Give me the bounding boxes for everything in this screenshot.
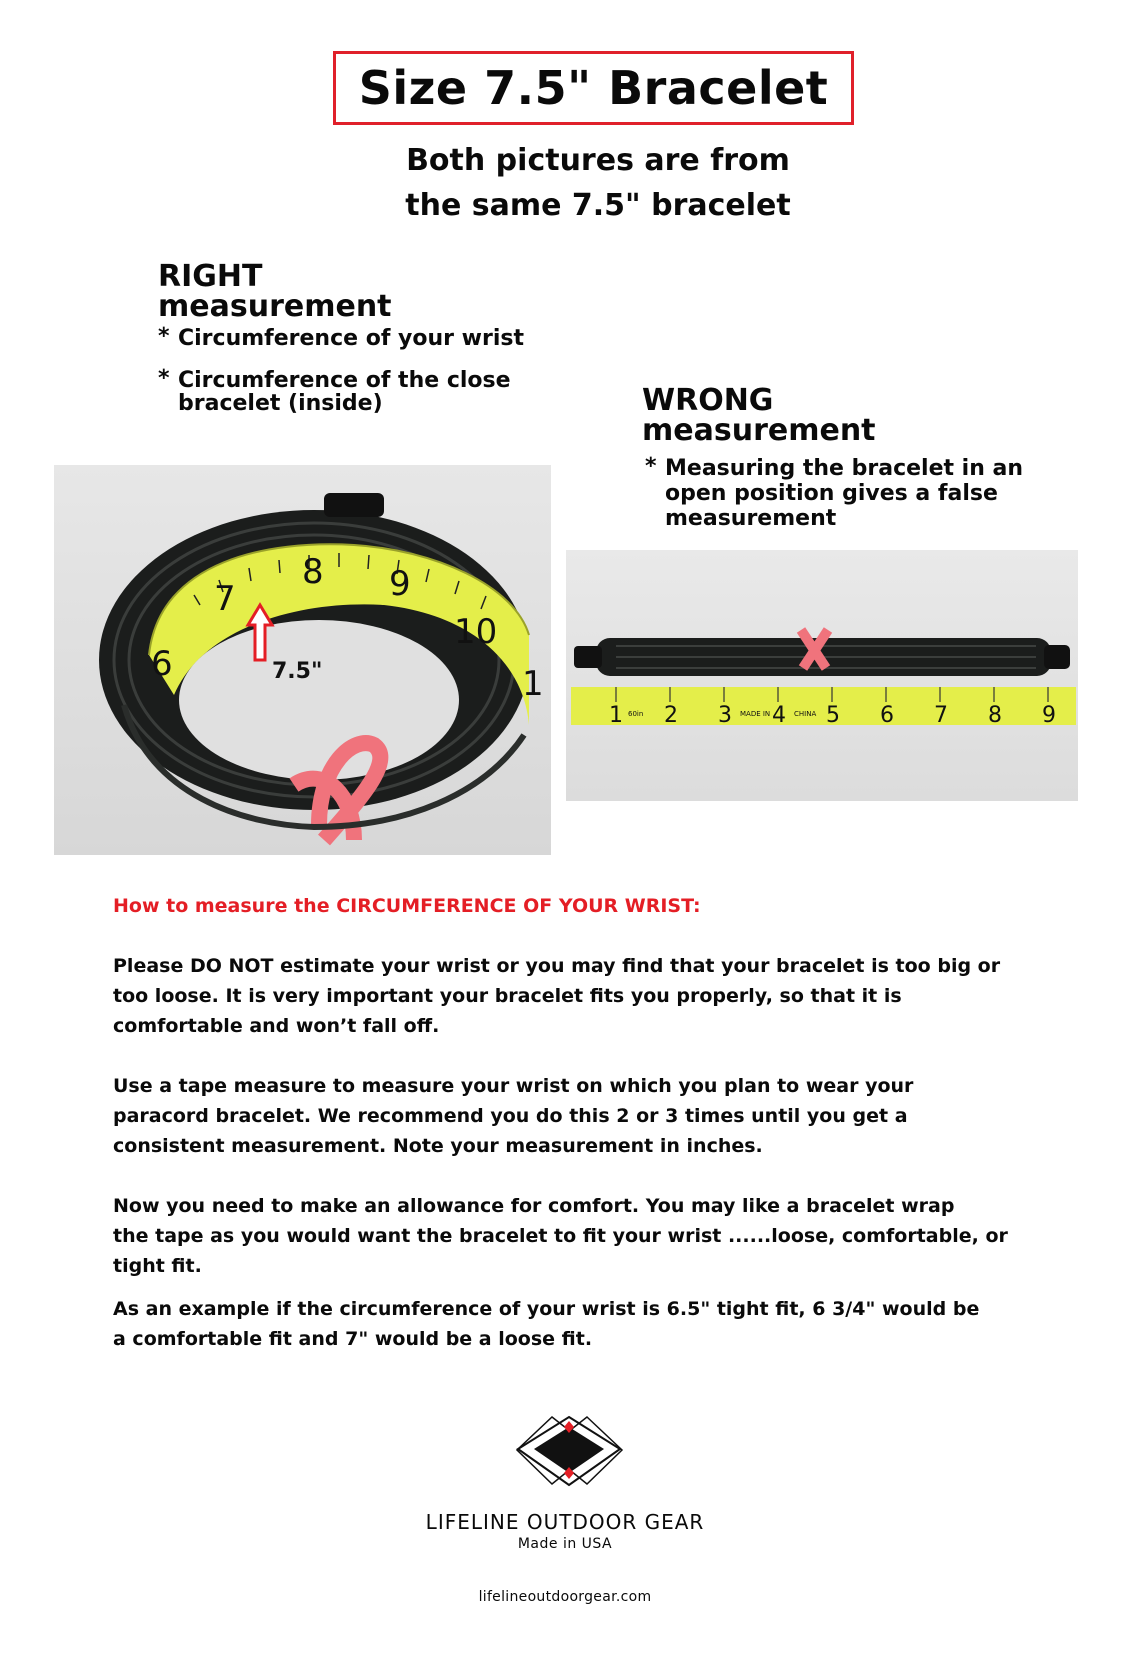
- bullet-asterisk: *: [158, 324, 170, 349]
- tape-number: 7: [934, 703, 948, 728]
- wrong-bullet-line-3: measurement: [665, 506, 837, 531]
- bullet-asterisk: *: [645, 454, 657, 479]
- right-bullet-1-text: Circumference of your wrist: [178, 326, 525, 351]
- brand-name: LIFELINE OUTDOOR GEAR: [425, 1510, 705, 1534]
- tape-number: 4: [772, 703, 786, 728]
- tape-number: 5: [826, 703, 840, 728]
- paragraph-estimate-warning: [113, 951, 1078, 1041]
- paragraph-line: As an example if the circumference of your wrist is 6.5" tight fit, 6 3/4" would be: [113, 1298, 980, 1320]
- right-measurement-heading: [158, 259, 392, 324]
- tape-number: 8: [988, 703, 1002, 728]
- paragraph-line: Now you need to make an allowance for comfort. You may like a bracelet wrap: [113, 1195, 955, 1217]
- tape-number: 6: [151, 644, 173, 684]
- paragraph-line: Use a tape measure to measure your wrist on which you plan to wear your: [113, 1075, 914, 1097]
- paragraph-line: a comfortable fit and 7" would be a loose fit.: [113, 1328, 593, 1350]
- wrong-measurement-list: [645, 456, 1085, 531]
- tape-number: 8: [302, 552, 324, 592]
- tape-number: 9: [389, 564, 411, 604]
- right-bullet-1: [158, 324, 525, 351]
- wrong-heading-word: WRONG: [642, 383, 774, 418]
- paragraph-line: too loose. It is very important your bracelet fits you properly, so that it is: [113, 985, 902, 1007]
- subtitle-line-1: Both pictures are from: [406, 143, 790, 178]
- open-bracelet-photo: [566, 550, 1078, 801]
- paragraph-example: [113, 1294, 1078, 1354]
- measurement-label: 7.5": [272, 659, 323, 684]
- page-title: Size 7.5" Bracelet: [358, 61, 829, 115]
- paragraph-line: paracord bracelet. We recommend you do this 2 or 3 times until you get a: [113, 1105, 908, 1127]
- website-url: lifelineoutdoorgear.com: [478, 1589, 652, 1605]
- tape-number: 3: [718, 703, 732, 728]
- subtitle: [333, 138, 863, 228]
- right-bullet-2-text-line-2: bracelet (inside): [178, 391, 383, 416]
- title-box: [333, 51, 854, 125]
- tape-number: 7: [214, 579, 236, 619]
- lifeline-logo-icon: [512, 1409, 627, 1498]
- tape-number: 10: [454, 612, 498, 652]
- right-measurement-list: [158, 324, 525, 416]
- paragraph-line: tight fit.: [113, 1255, 202, 1277]
- subtitle-line-2: the same 7.5" bracelet: [405, 188, 791, 223]
- tape-number: 1: [522, 664, 544, 704]
- tape-number: 9: [1042, 703, 1056, 728]
- tape-number: 6: [880, 703, 894, 728]
- closed-bracelet-photo: [54, 465, 551, 855]
- paragraph-allowance: [113, 1191, 1078, 1281]
- wrong-heading-measurement: measurement: [642, 413, 876, 448]
- right-heading-measurement: measurement: [158, 289, 392, 324]
- brand-tagline: Made in USA: [517, 1536, 613, 1552]
- paragraph-line: consistent measurement. Note your measurement in inches.: [113, 1135, 763, 1157]
- right-heading-word: RIGHT: [158, 259, 263, 294]
- tape-number: 1: [609, 703, 623, 728]
- tape-number: 2: [664, 703, 678, 728]
- tape-small-label: 60in: [628, 710, 644, 718]
- wrong-bullet: [645, 456, 1085, 531]
- wrong-bullet-line-1: Measuring the bracelet in an: [665, 456, 1024, 481]
- wrong-measurement-heading: [642, 383, 876, 448]
- wrong-bullet-line-2: open position gives a false: [665, 481, 998, 506]
- right-bullet-2-text-line-1: Circumference of the close: [178, 368, 511, 393]
- right-bullet-2: [158, 366, 524, 416]
- paragraph-use-tape: [113, 1071, 1078, 1161]
- paragraph-line: comfortable and won’t fall off.: [113, 1015, 440, 1037]
- tape-small-label: MADE IN: [740, 710, 771, 718]
- tape-small-label: CHINA: [794, 710, 817, 718]
- paragraph-line: Please DO NOT estimate your wrist or you may find that your bracelet is too big or: [113, 955, 1001, 977]
- bullet-asterisk: *: [158, 366, 170, 391]
- paragraph-line: the tape as you would want the bracelet to fit your wrist ......loose, comfortable, or: [113, 1225, 1008, 1247]
- how-to-title: How to measure the CIRCUMFERENCE OF YOUR WRIST:: [113, 895, 701, 917]
